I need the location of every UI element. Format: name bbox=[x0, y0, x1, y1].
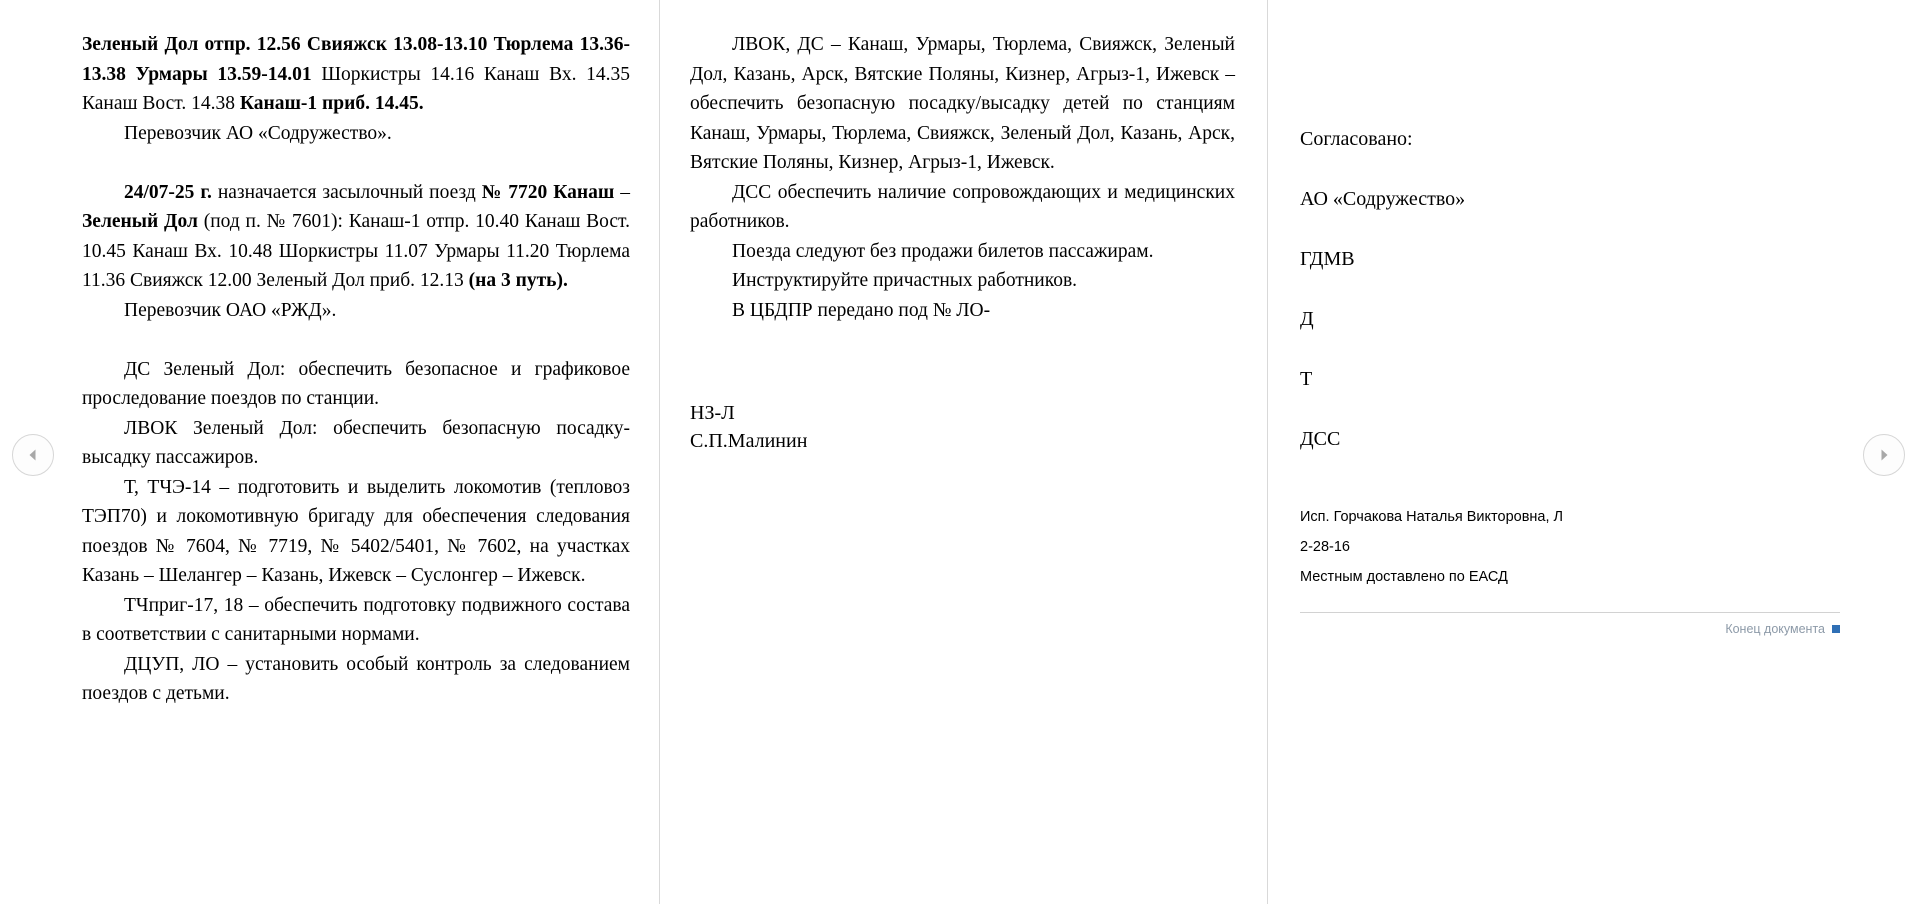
approver-5: ДСС bbox=[1300, 428, 1341, 450]
next-page-button[interactable] bbox=[1863, 434, 1905, 476]
previous-page-button[interactable] bbox=[12, 434, 54, 476]
middle-text-column bbox=[690, 0, 1235, 455]
train-assignment-paragraph bbox=[82, 178, 630, 296]
column-separator-right bbox=[1267, 0, 1268, 904]
right-column-top-spacer bbox=[1300, 30, 1860, 125]
train-text-3: (под п. № 7601): Канаш-1 отпр. 10.40 Канаш Вост. 10.45 Канаш Вх. 10.48 Шоркистры 11.07 Урмары 11.20 Тюрлема 11.36 Свияжск 12.00 Зеленый Дол приб. 12.13 bbox=[82, 211, 630, 291]
executor-meta-block bbox=[1300, 502, 1860, 592]
approved-title: Согласовано: bbox=[1300, 128, 1413, 150]
executor-phone: 2-28-16 bbox=[1300, 539, 1350, 555]
train-date: 24/07-25 г. bbox=[124, 181, 212, 203]
executor-name: Исп. Горчакова Наталья Викторовна, Л bbox=[1300, 509, 1564, 525]
middle-paragraph-4: Инструктируйте причастных работников. bbox=[732, 270, 1078, 291]
train-number: № 7720 Канаш bbox=[481, 181, 615, 203]
chevron-left-icon bbox=[26, 448, 40, 462]
document-end-divider bbox=[1300, 612, 1840, 613]
signature-name: С.П.Малинин bbox=[690, 430, 808, 452]
schedule-bold-lead: Зеленый Дол отпр. 12.56 Свияжск 13.08-13.10 Тюрлема 13.36-13.38 Урмары 13.59-14.01 bbox=[82, 34, 630, 85]
approver-1: АО «Содружество» bbox=[1300, 188, 1466, 210]
approver-2: ГДМВ bbox=[1300, 248, 1355, 270]
carrier-line-1: Перевозчик АО «Содружество». bbox=[124, 122, 392, 144]
document-end-square-icon bbox=[1832, 625, 1840, 633]
middle-paragraph-2: ДСС обеспечить наличие сопровождающих и медицинских работников. bbox=[690, 181, 1235, 232]
schedule-paragraph bbox=[82, 30, 630, 119]
instruction-paragraph-3: Т, ТЧЭ-14 – подготовить и выделить локомотив (тепловоз ТЭП70) и локомотивную бригаду для обеспечения следования поездов № 7604, № 7719, № 5402/5401, № 7602, на участках Казань – Шелангер – Казань, Ижевск – Суслонгер – Ижевск. bbox=[82, 476, 630, 586]
train-text-2: – bbox=[614, 181, 630, 203]
right-approval-column bbox=[1300, 0, 1860, 636]
train-destination: Зеленый Дол bbox=[82, 211, 198, 232]
approver-4: Т bbox=[1300, 368, 1313, 390]
instruction-paragraph-5: ДЦУП, ЛО – установить особый контроль за следованием поездов с детьми. bbox=[82, 653, 630, 704]
middle-paragraph-3: Поезда следуют без продажи билетов пассажирам. bbox=[732, 240, 1154, 262]
column-separator-left bbox=[659, 0, 660, 904]
document-end-label: Конец документа bbox=[1725, 622, 1825, 636]
train-text-1: назначается засылочный поезд bbox=[211, 181, 482, 203]
signature-block bbox=[690, 399, 1235, 455]
paragraph-spacer-2 bbox=[82, 325, 630, 355]
instruction-paragraph-4: ТЧприг-17, 18 – обеспечить подготовку подвижного состава в соответствии с санитарными нормами. bbox=[82, 594, 630, 645]
paragraph-spacer-1 bbox=[82, 148, 630, 178]
schedule-bold-tail: Канаш-1 приб. 14.45. bbox=[239, 93, 424, 114]
instruction-paragraph-1: ДС Зеленый Дол: обеспечить безопасное и графиковое проследование поездов по станции. bbox=[82, 358, 630, 409]
instruction-paragraph-2: ЛВОК Зеленый Дол: обеспечить безопасную посадку-высадку пассажиров. bbox=[82, 417, 630, 468]
left-text-column bbox=[82, 0, 630, 709]
schedule-plain: Шоркистры 14.16 Канаш Вх. 14.35 Канаш Вост. 14.38 bbox=[82, 63, 630, 114]
approver-3: Д bbox=[1300, 308, 1314, 330]
document-end-marker bbox=[1300, 622, 1840, 636]
train-track: (на 3 путь). bbox=[468, 270, 568, 291]
middle-paragraph-1: ЛВОК, ДС – Канаш, Урмары, Тюрлема, Свияжск, Зеленый Дол, Казань, Арск, Вятские Поляны, Кизнер, Агрыз-1, Ижевск – обеспечить безопасную посадку/высадку детей по станциям Канаш, Урмары, Тюрлема, Свияжск, Зеленый Дол, Казань, Арск, Вятские Поляны, Кизнер, Агрыз-1, Ижевск. bbox=[690, 34, 1235, 173]
carrier-line-2: Перевозчик ОАО «РЖД». bbox=[124, 299, 337, 321]
delivery-note: Местным доставлено по ЕАСД bbox=[1300, 569, 1508, 585]
signature-position: НЗ-Л bbox=[690, 402, 735, 424]
chevron-right-icon bbox=[1877, 448, 1891, 462]
middle-paragraph-5: В ЦБДПР передано под № ЛО- bbox=[732, 299, 991, 321]
